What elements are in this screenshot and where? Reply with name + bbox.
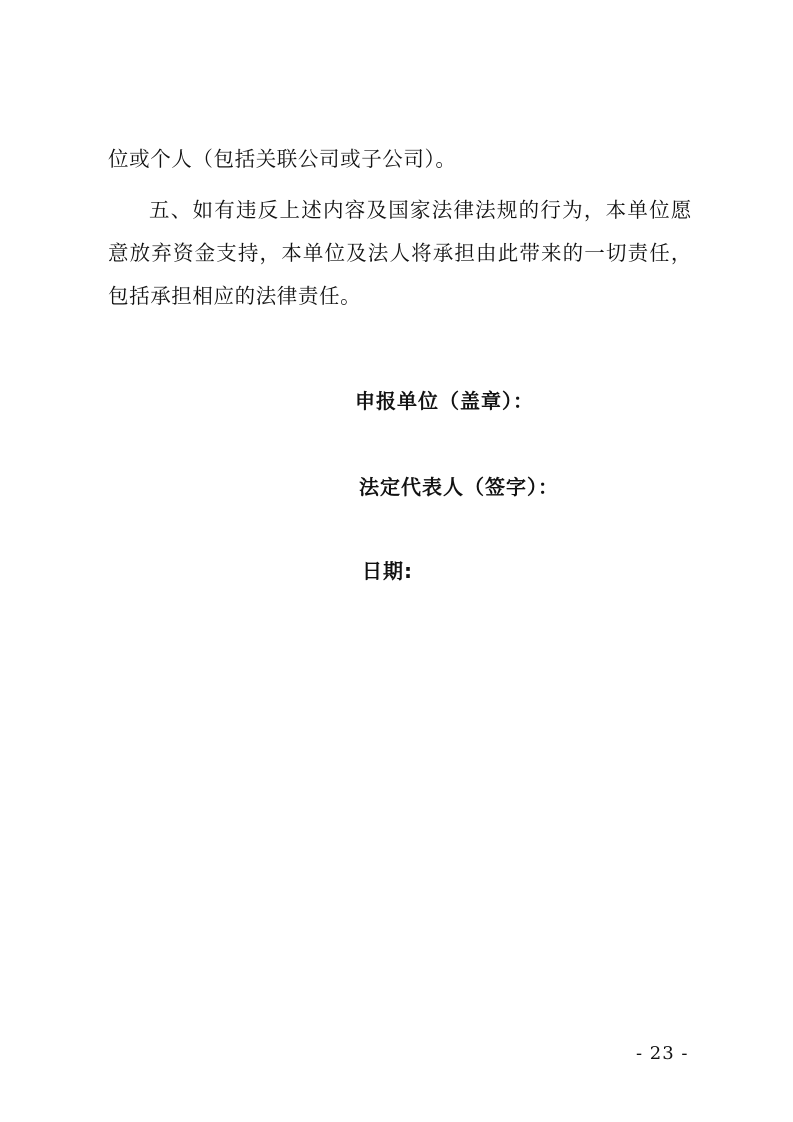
date-label: 日期: xyxy=(362,559,413,583)
paragraph-clause-five: 五、如有违反上述内容及国家法律法规的行为，本单位愿意放弃资金支持，本单位及法人将承担由此带来的一切责任，包括承担相应的法律责任。 xyxy=(108,198,692,308)
legal-representative-signature-label: 法定代表人（签字）： xyxy=(359,475,559,499)
paragraph-continuation: 位或个人（包括关联公司或子公司）。 xyxy=(108,147,457,171)
page-number: - 23 - xyxy=(636,1043,689,1064)
applicant-unit-seal-label: 申报单位（盖章）： xyxy=(355,389,534,413)
